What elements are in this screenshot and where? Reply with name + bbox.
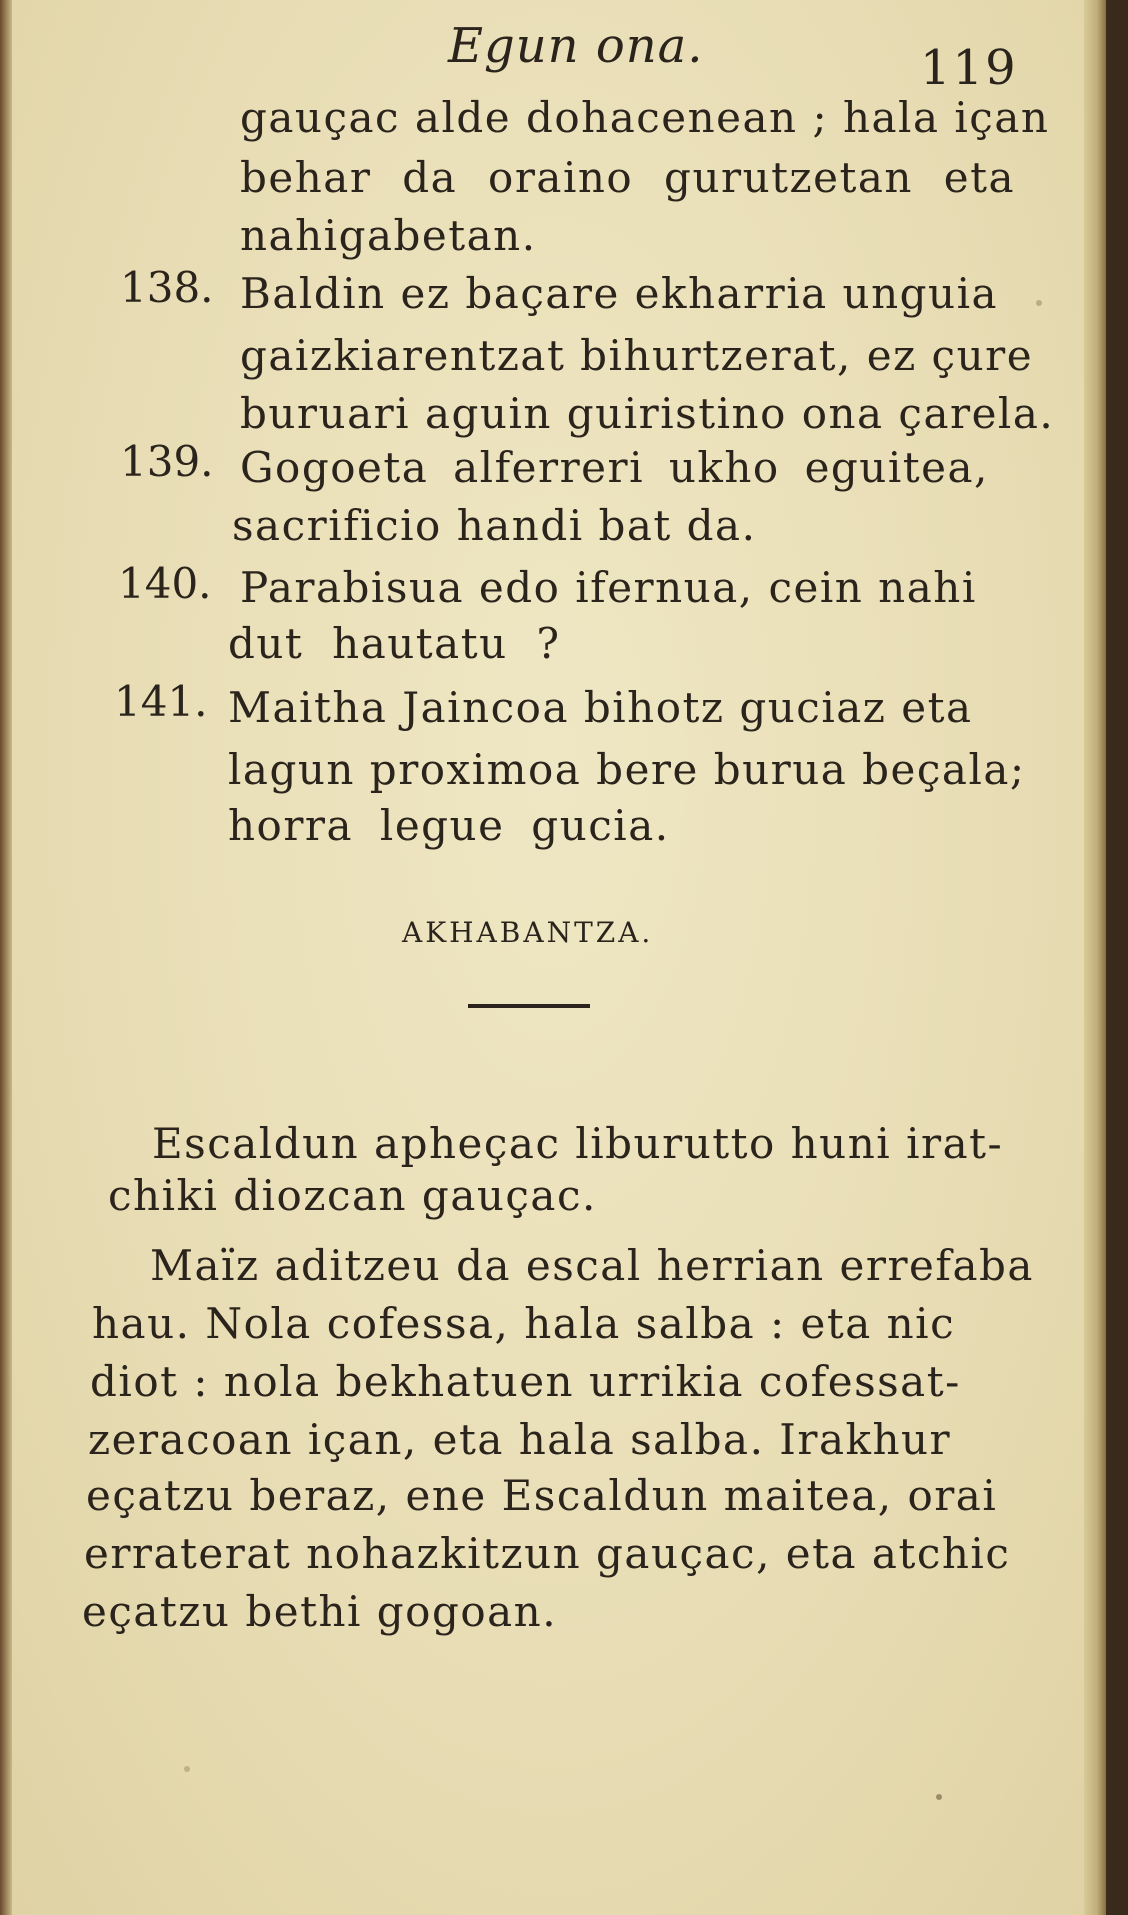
running-title: Egun ona. (448, 18, 704, 74)
section-heading: AKHABANTZA. (402, 916, 654, 949)
text-line: dut hautatu ? (228, 619, 561, 668)
text-line: erraterat nohazkitzun gauçac, eta atchic (84, 1529, 1011, 1578)
text-line: eçatzu bethi gogoan. (82, 1587, 558, 1636)
item-number: 140. (118, 559, 212, 608)
text-line: nahigabetan. (240, 211, 537, 260)
item-number: 138. (120, 263, 214, 312)
text-line: chiki diozcan gauçac. (108, 1171, 597, 1220)
divider-rule (468, 1004, 590, 1008)
text-line: Baldin ez baçare ekharria unguia (240, 269, 999, 318)
text-line: behar da oraino gurutzetan eta (240, 153, 1016, 202)
page-left-edge (0, 0, 12, 1915)
page-number: 119 (920, 40, 1018, 96)
text-line: gaizkiarentzat bihurtzerat, ez çure (240, 331, 1034, 380)
text-line: sacrificio handi bat da. (232, 501, 757, 550)
text-line: Escaldun apheçac liburutto huni irat- (152, 1119, 1004, 1168)
text-line: hau. Nola cofessa, hala salba : eta nic (92, 1299, 956, 1348)
page-right-edge (1084, 0, 1106, 1915)
item-number: 141. (114, 677, 208, 726)
text-line: Maitha Jaincoa bihotz guciaz eta (228, 683, 973, 732)
text-line: lagun proximoa bere burua beçala; (228, 745, 1026, 794)
text-line: Maïz aditzeu da escal herrian errefaba (150, 1241, 1034, 1290)
text-line: diot : nola bekhatuen urrikia cofessat- (90, 1357, 961, 1406)
text-line: Parabisua edo ifernua, cein nahi (240, 563, 977, 612)
paper-speck (936, 1794, 942, 1800)
text-line: Gogoeta alferreri ukho eguitea, (240, 443, 989, 492)
paper-speck (1036, 300, 1042, 306)
text-line: eçatzu beraz, ene Escaldun maitea, orai (86, 1471, 998, 1520)
text-line: gauçac alde dohacenean ; hala içan (240, 93, 1050, 142)
text-line: horra legue gucia. (228, 801, 670, 850)
text-line: buruari aguin guiristino ona çarela. (240, 389, 1055, 438)
item-number: 139. (120, 437, 214, 486)
text-line: zeracoan içan, eta hala salba. Irakhur (88, 1415, 952, 1464)
paper-speck (184, 1766, 190, 1772)
